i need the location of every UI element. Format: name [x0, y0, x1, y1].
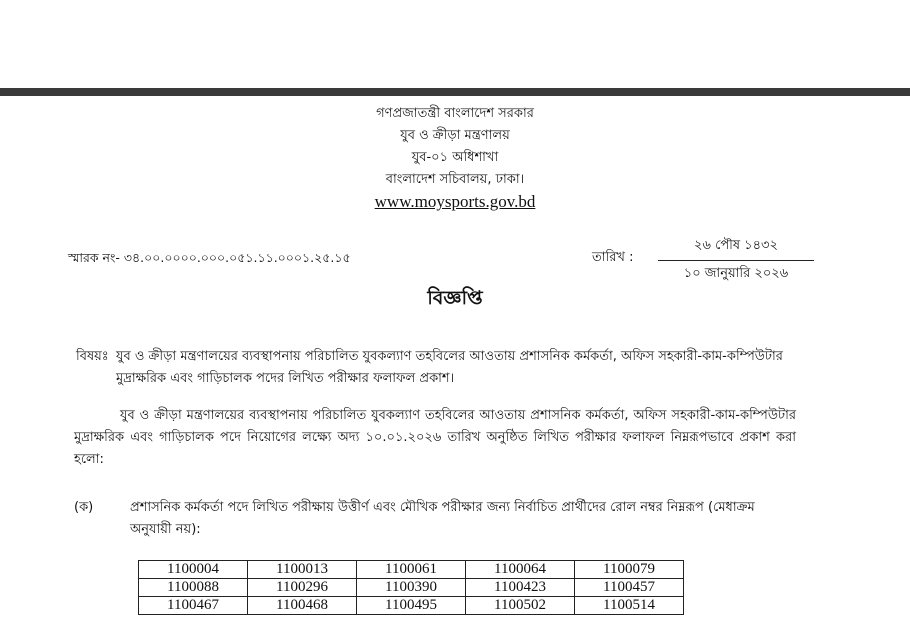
date-bangla: ২৬ পৌষ ১৪৩২ [658, 236, 814, 261]
roll-cell: 1100467 [139, 597, 248, 615]
header-ministry-line: যুব ও ক্রীড়া মন্ত্রণালয় [400, 128, 510, 143]
roll-cell: 1100079 [575, 561, 684, 579]
header-government-line: গণপ্রজাতন্ত্রী বাংলাদেশ সরকার [376, 106, 534, 121]
roll-cell: 1100390 [357, 579, 466, 597]
roll-cell: 1100514 [575, 597, 684, 615]
roll-cell: 1100088 [139, 579, 248, 597]
roll-cell: 1100013 [248, 561, 357, 579]
website-link[interactable]: www.moysports.gov.bd [374, 192, 536, 211]
body-paragraph: যুব ও ক্রীড়া মন্ত্রণালয়ের ব্যবস্থাপনায় পরিচালিত যুবকল্যাণ তহবিলের আওতায় প্রশাসনিক কর্মকর্তা, অফিস সহকারী-কাম-কম্পিউটার মুদ্রাক্ষরিক এবং গাড়িচালক পদে নিয়োগের লক্ষ্যে অদ্য ১০.০১.২০২৬ তারিখ অনুষ্ঠিত লিখিত পরীক্ষার ফলাফল নিম্নরূপভাবে প্রকাশ করা হলো: [74, 408, 796, 467]
memo-number: স্মারক নং- ৩৪.০০.০০০০.০০০.০৫১.১১.০০০১.২৫.১৫ [68, 250, 351, 265]
roll-number-table [138, 560, 684, 615]
roll-cell: 1100296 [248, 579, 357, 597]
subject-label: বিষয়ঃ [76, 349, 109, 364]
roll-cell: 1100457 [575, 579, 684, 597]
document-top-border [0, 88, 910, 96]
subject-text: যুব ও ক্রীড়া মন্ত্রণালয়ের ব্যবস্থাপনায় পরিচালিত যুবকল্যাণ তহবিলের আওতায় প্রশাসনিক কর্মকর্তা, অফিস সহকারী-কাম-কম্পিউটার মুদ্রাক্ষরিক এবং গাড়িচালক পদের লিখিত পরীক্ষার ফলাফল প্রকাশ। [116, 349, 783, 386]
item-ka [74, 497, 796, 541]
header-address-line: বাংলাদেশ সচিবালয়, ঢাকা। [385, 172, 525, 187]
roll-cell: 1100495 [357, 597, 466, 615]
roll-cell: 1100004 [139, 561, 248, 579]
item-ka-mark: (ক) [74, 500, 94, 515]
notice-title: বিজ্ঞপ্তি [427, 287, 483, 309]
item-ka-text: প্রশাসনিক কর্মকর্তা পদে লিখিত পরীক্ষায় উত্তীর্ণ এবং মৌখিক পরীক্ষার জন্য নির্বাচিত প্রার্থীদের রোল নম্বর নিম্নরূপ (মেধাক্রম অনুযায়ী নয়): [130, 500, 755, 537]
roll-cell: 1100064 [466, 561, 575, 579]
header-division-line: যুব-০১ অধিশাখা [411, 150, 499, 165]
roll-cell: 1100502 [466, 597, 575, 615]
date-label: তারিখ : [592, 250, 634, 265]
roll-cell: 1100468 [248, 597, 357, 615]
date-gregorian: ১০ জানুয়ারি ২০২৬ [683, 266, 789, 281]
roll-cell: 1100423 [466, 579, 575, 597]
table-row [139, 561, 684, 579]
roll-cell: 1100061 [357, 561, 466, 579]
table-row [139, 579, 684, 597]
date-block [658, 236, 814, 285]
table-row [139, 597, 684, 615]
subject-block [76, 346, 796, 390]
